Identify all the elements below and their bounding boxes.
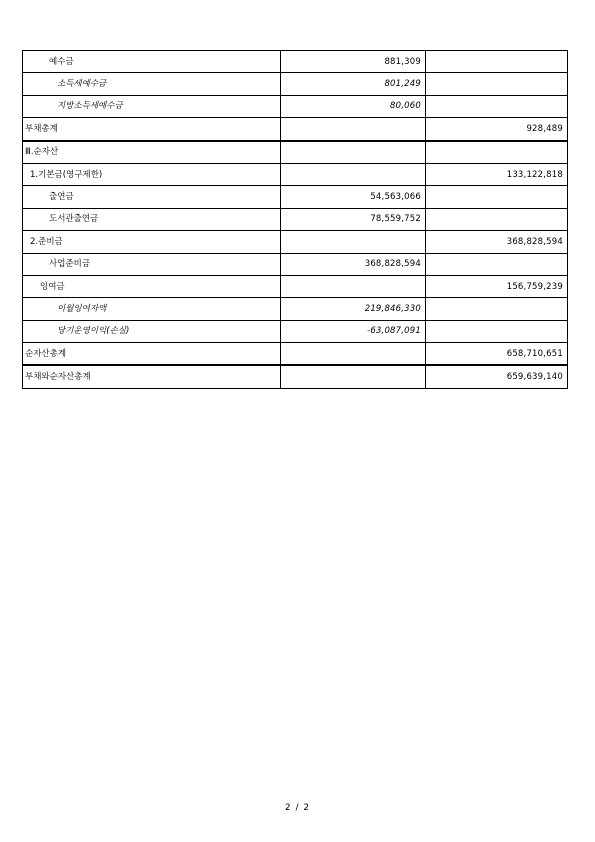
balance-sheet-table — [22, 50, 568, 389]
sub-amount-cell: 80,060 — [281, 95, 426, 117]
account-label-cell: 예수금 — [23, 51, 281, 73]
total-amount-cell — [426, 208, 568, 230]
table-row — [23, 208, 568, 230]
total-amount-cell — [426, 186, 568, 208]
sub-amount-cell: 801,249 — [281, 73, 426, 95]
account-label-cell: 잉여금 — [23, 275, 281, 297]
sub-amount-cell — [281, 365, 426, 388]
total-amount-cell: 658,710,651 — [426, 343, 568, 366]
sub-amount-cell: 368,828,594 — [281, 253, 426, 275]
account-label-cell: 1.기본금(영구제한) — [23, 163, 281, 185]
sub-amount-cell: 881,309 — [281, 51, 426, 73]
table-row — [23, 163, 568, 185]
total-amount-cell: 133,122,818 — [426, 163, 568, 185]
account-label-cell: 도서관출연금 — [23, 208, 281, 230]
table-row — [23, 320, 568, 342]
table-row — [23, 186, 568, 208]
table-row — [23, 275, 568, 297]
sub-amount-cell: 219,846,330 — [281, 298, 426, 320]
balance-sheet-body — [23, 51, 568, 389]
account-label-cell: 이월잉여자액 — [23, 298, 281, 320]
table-row — [23, 298, 568, 320]
sub-amount-cell — [281, 343, 426, 366]
total-amount-cell — [426, 73, 568, 95]
table-row — [23, 118, 568, 141]
account-label-cell: 순자산총계 — [23, 343, 281, 366]
table-row — [23, 231, 568, 253]
total-amount-cell — [426, 253, 568, 275]
sub-amount-cell: -63,087,091 — [281, 320, 426, 342]
total-amount-cell — [426, 51, 568, 73]
account-label-cell: 당기운영이익(손실) — [23, 320, 281, 342]
sub-amount-cell: 78,559,752 — [281, 208, 426, 230]
table-row — [23, 141, 568, 164]
total-amount-cell: 659,639,140 — [426, 365, 568, 388]
sub-amount-cell — [281, 118, 426, 141]
page-number: 2 / 2 — [284, 803, 311, 813]
total-amount-cell: 156,759,239 — [426, 275, 568, 297]
account-label-cell: 지방소득세예수금 — [23, 95, 281, 117]
account-label-cell: 출연금 — [23, 186, 281, 208]
sub-amount-cell — [281, 275, 426, 297]
sub-amount-cell — [281, 231, 426, 253]
sub-amount-cell — [281, 141, 426, 164]
total-amount-cell: 928,489 — [426, 118, 568, 141]
sub-amount-cell — [281, 163, 426, 185]
account-label-cell: 부채총계 — [23, 118, 281, 141]
total-amount-cell: 368,828,594 — [426, 231, 568, 253]
total-amount-cell — [426, 298, 568, 320]
total-amount-cell — [426, 95, 568, 117]
account-label-cell: Ⅲ.순자산 — [23, 141, 281, 164]
account-label-cell: 2.준비금 — [23, 231, 281, 253]
table-row — [23, 73, 568, 95]
table-row — [23, 95, 568, 117]
total-amount-cell — [426, 320, 568, 342]
account-label-cell: 사업준비금 — [23, 253, 281, 275]
table-row — [23, 51, 568, 73]
sub-amount-cell: 54,563,066 — [281, 186, 426, 208]
table-row — [23, 253, 568, 275]
table-row — [23, 343, 568, 366]
account-label-cell: 소득세예수금 — [23, 73, 281, 95]
account-label-cell: 부채와순자산총계 — [23, 365, 281, 388]
table-row — [23, 365, 568, 388]
total-amount-cell — [426, 141, 568, 164]
